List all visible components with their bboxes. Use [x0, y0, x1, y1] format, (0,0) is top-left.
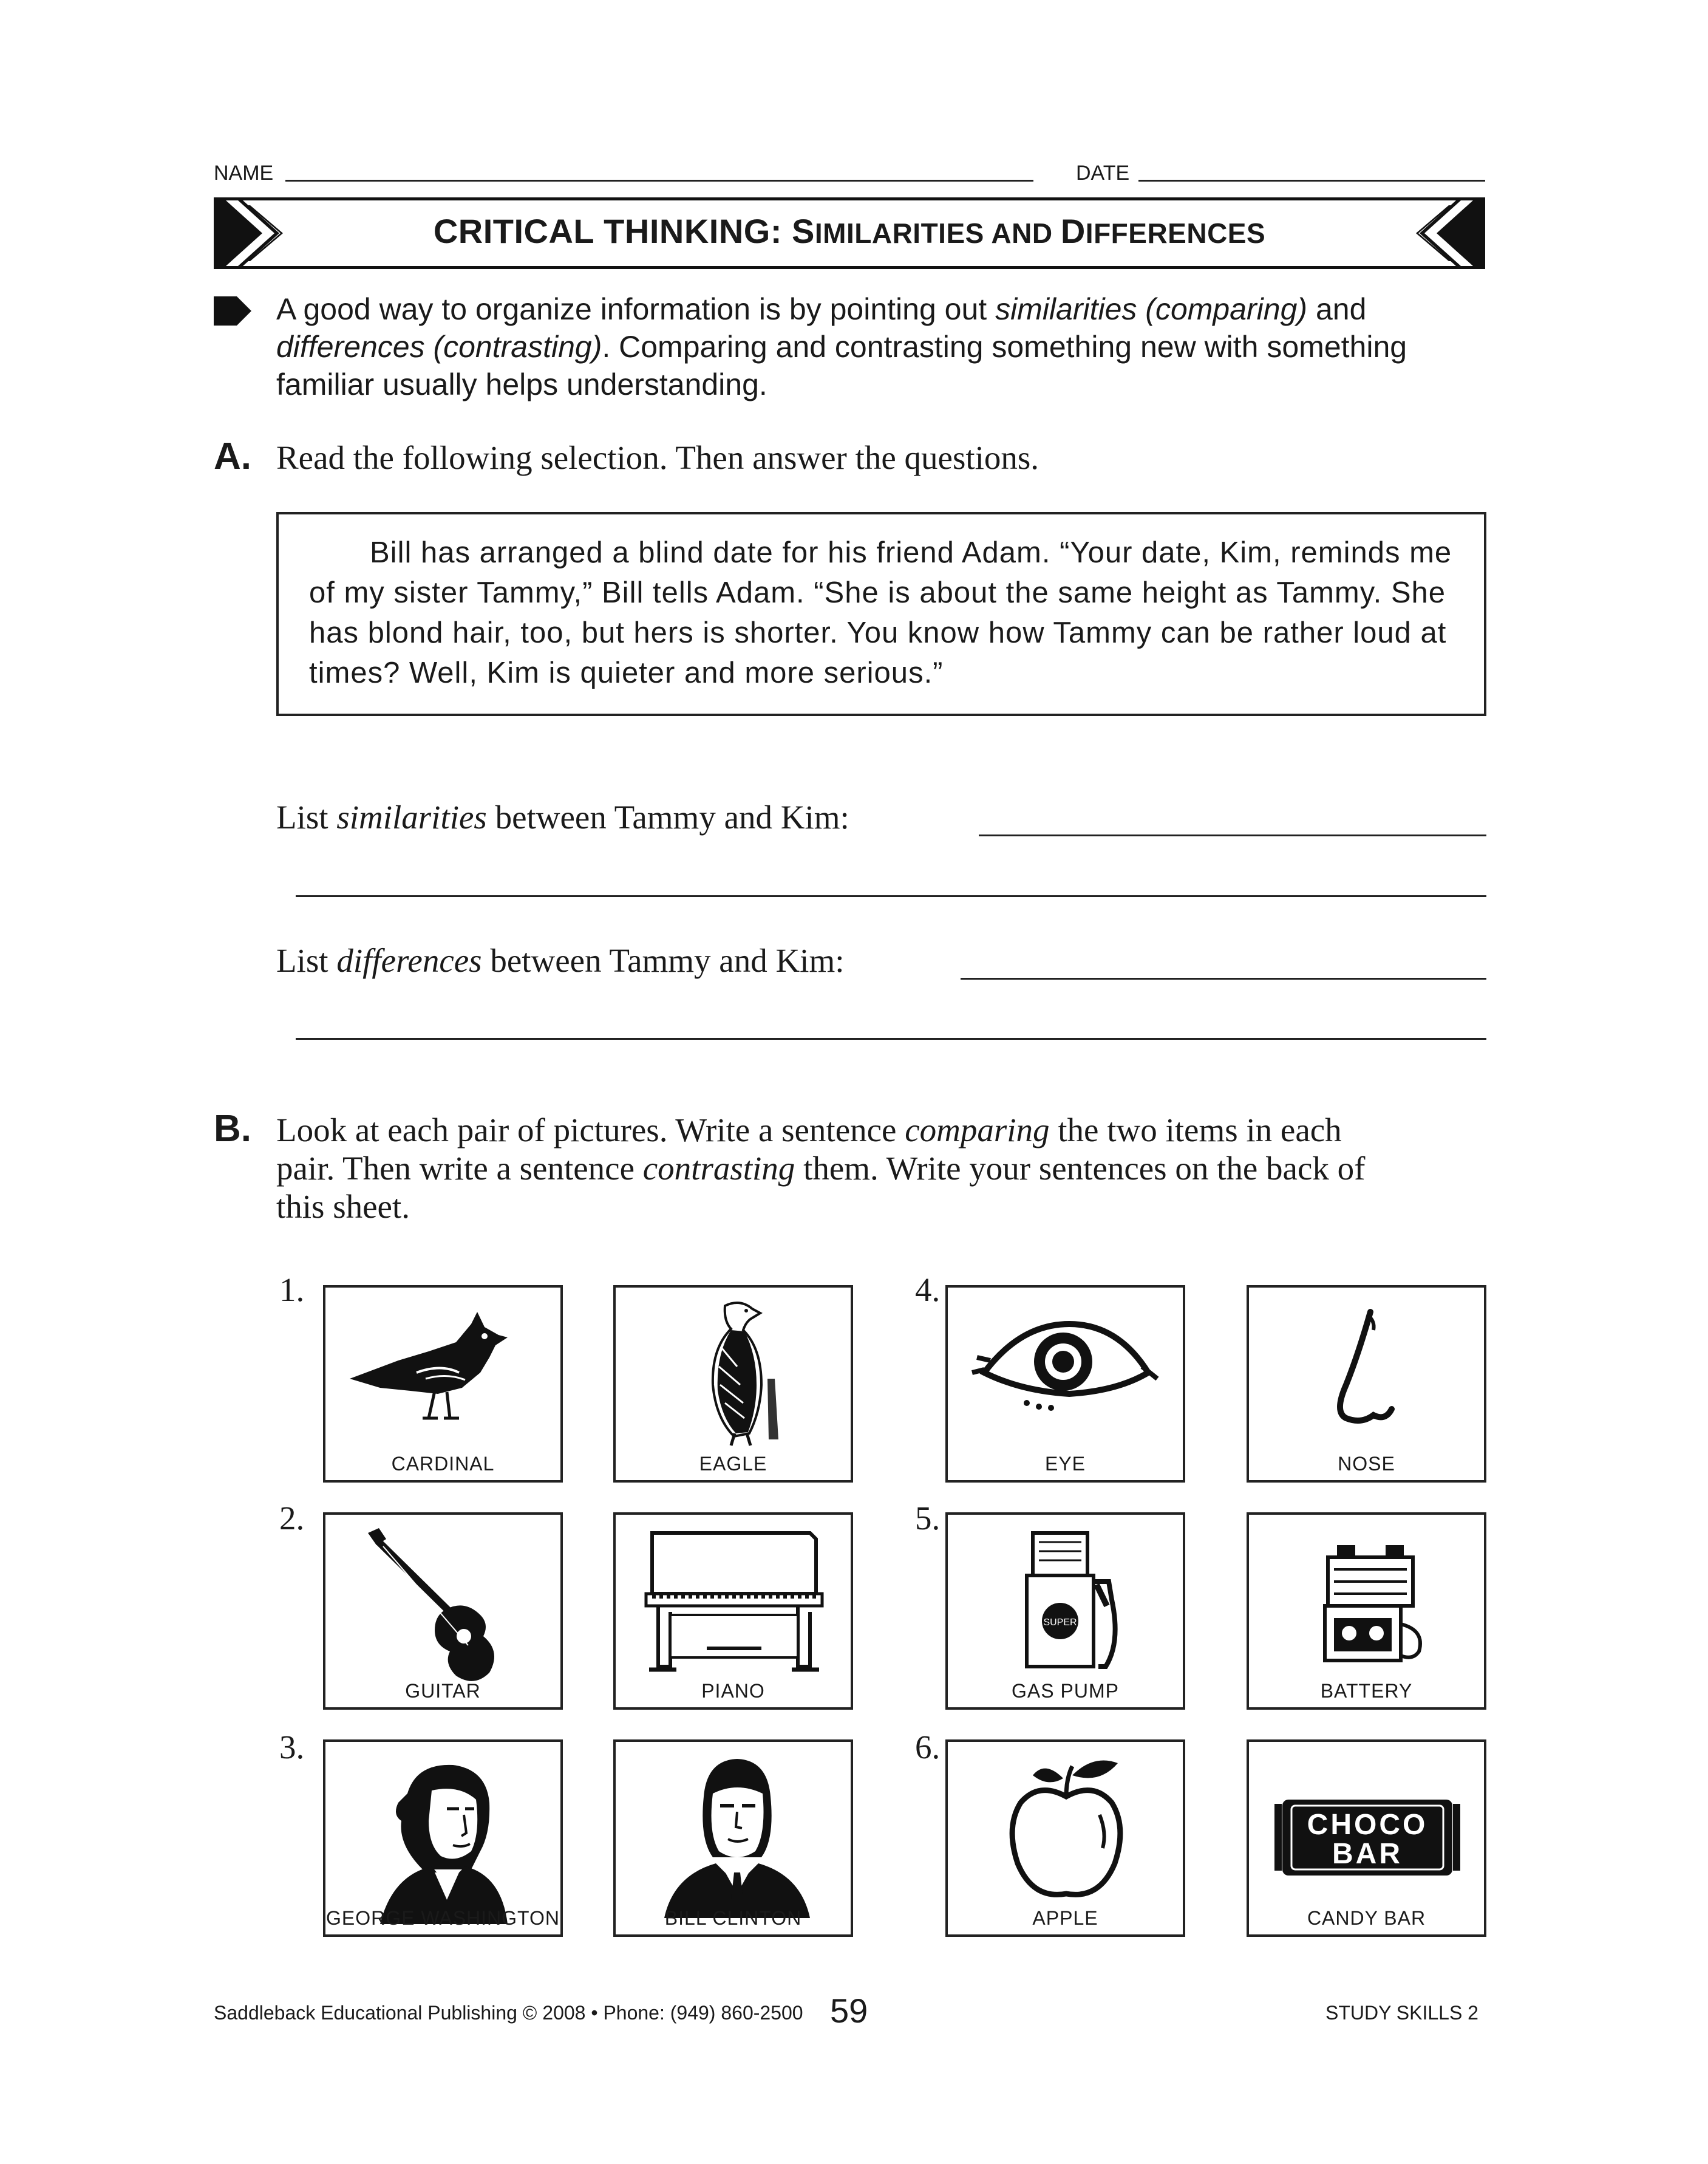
candy-label-line-2: BAR: [1332, 1838, 1403, 1870]
pointer-icon: [214, 296, 251, 329]
pair-number-6: 6.: [915, 1729, 941, 1766]
section-b-instruction: Look at each pair of pictures. Write a sentence comparing the two items in each pair. Then write a sentence contrasting them. Write your sentences on the back of this sheet.: [276, 1111, 1366, 1225]
picture-george-washington: [323, 1739, 563, 1937]
name-field[interactable]: [285, 180, 1033, 182]
picture-piano: [613, 1512, 853, 1710]
name-label: NAME: [214, 162, 274, 185]
caption-cardinal: CARDINAL: [391, 1453, 495, 1475]
nose-icon: [1249, 1288, 1484, 1480]
caption-guitar: GUITAR: [405, 1680, 481, 1702]
picture-apple: [945, 1739, 1185, 1937]
section-b-letter: B.: [214, 1108, 251, 1150]
caption-gas-pump: GAS PUMP: [1012, 1680, 1119, 1702]
differences-question: List differences between Tammy and Kim:: [276, 942, 845, 979]
pair-number-4: 4.: [915, 1271, 941, 1308]
cardinal-icon: [325, 1288, 560, 1480]
picture-eagle: [613, 1285, 853, 1483]
picture-battery: [1247, 1512, 1486, 1710]
pair-number-2: 2.: [279, 1500, 305, 1537]
eye-icon: [948, 1288, 1183, 1480]
caption-eagle: EAGLE: [699, 1453, 767, 1475]
date-field[interactable]: [1138, 180, 1485, 182]
caption-eye: EYE: [1044, 1453, 1086, 1475]
piano-icon: [616, 1515, 851, 1707]
candy-bar-icon: [1249, 1742, 1484, 1934]
pair-number-3: 3.: [279, 1729, 305, 1766]
gas-pump-icon: [948, 1515, 1183, 1707]
picture-eye: [945, 1285, 1185, 1483]
pair-number-5: 5.: [915, 1500, 941, 1537]
guitar-icon: [325, 1515, 560, 1707]
clinton-portrait-icon: [616, 1742, 851, 1934]
eagle-icon: [616, 1288, 851, 1480]
similarities-question: List similarities between Tammy and Kim:: [276, 799, 849, 836]
similarities-answer-line-1[interactable]: [979, 835, 1486, 836]
picture-gas-pump: [945, 1512, 1185, 1710]
washington-portrait-icon: [325, 1742, 560, 1934]
caption-george-washington: GEORGE WASHINGTON: [325, 1907, 560, 1929]
caption-battery: BATTERY: [1320, 1680, 1413, 1702]
picture-candy-bar: [1247, 1739, 1486, 1937]
pair-number-1: 1.: [279, 1271, 305, 1308]
intro-paragraph: A good way to organize information is by pointing out similarities (comparing) and differences (contrasting). Comparing and contrasting something new with something familiar usually helps understanding.: [276, 292, 1407, 401]
passage-text: Bill has arranged a blind date for his friend Adam. “Your date, Kim, reminds me of my sister Tammy,” Bill tells Adam. “She is about the same height as Tammy. She has blond hair, too, but hers is shorter. You know how Tammy can be rather loud at times? Well, Kim is quieter and more serious.”: [309, 536, 1452, 689]
picture-guitar: [323, 1512, 563, 1710]
battery-icon: [1249, 1515, 1484, 1707]
apple-icon: [948, 1742, 1183, 1934]
section-a-letter: A.: [214, 435, 251, 477]
caption-candy-bar: CANDY BAR: [1307, 1907, 1426, 1929]
passage-box: [276, 512, 1486, 716]
section-a-instruction: Read the following selection. Then answer the questions.: [276, 439, 1039, 476]
footer-publisher: Saddleback Educational Publishing © 2008 • Phone: (949) 860-2500: [214, 2002, 803, 2024]
differences-answer-line-1[interactable]: [961, 978, 1486, 980]
caption-apple: APPLE: [1032, 1907, 1098, 1929]
page-title: CRITICAL THINKING: SIMILARITIES AND DIFFERENCES: [433, 212, 1266, 250]
caption-nose: NOSE: [1338, 1453, 1395, 1475]
page-number: 59: [830, 1992, 868, 2030]
title-banner: [214, 197, 1485, 269]
similarities-answer-line-2[interactable]: [296, 895, 1486, 897]
caption-piano: PIANO: [701, 1680, 765, 1702]
picture-nose: [1247, 1285, 1486, 1483]
picture-bill-clinton: [613, 1739, 853, 1937]
date-label: DATE: [1076, 162, 1130, 185]
picture-cardinal: [323, 1285, 563, 1483]
footer-series: STUDY SKILLS 2: [1325, 2002, 1478, 2024]
caption-bill-clinton: BILL CLINTON: [664, 1907, 802, 1929]
candy-label-line-1: CHOCO: [1307, 1809, 1428, 1841]
pump-label: SUPER: [1043, 1617, 1077, 1628]
differences-answer-line-2[interactable]: [296, 1038, 1486, 1040]
